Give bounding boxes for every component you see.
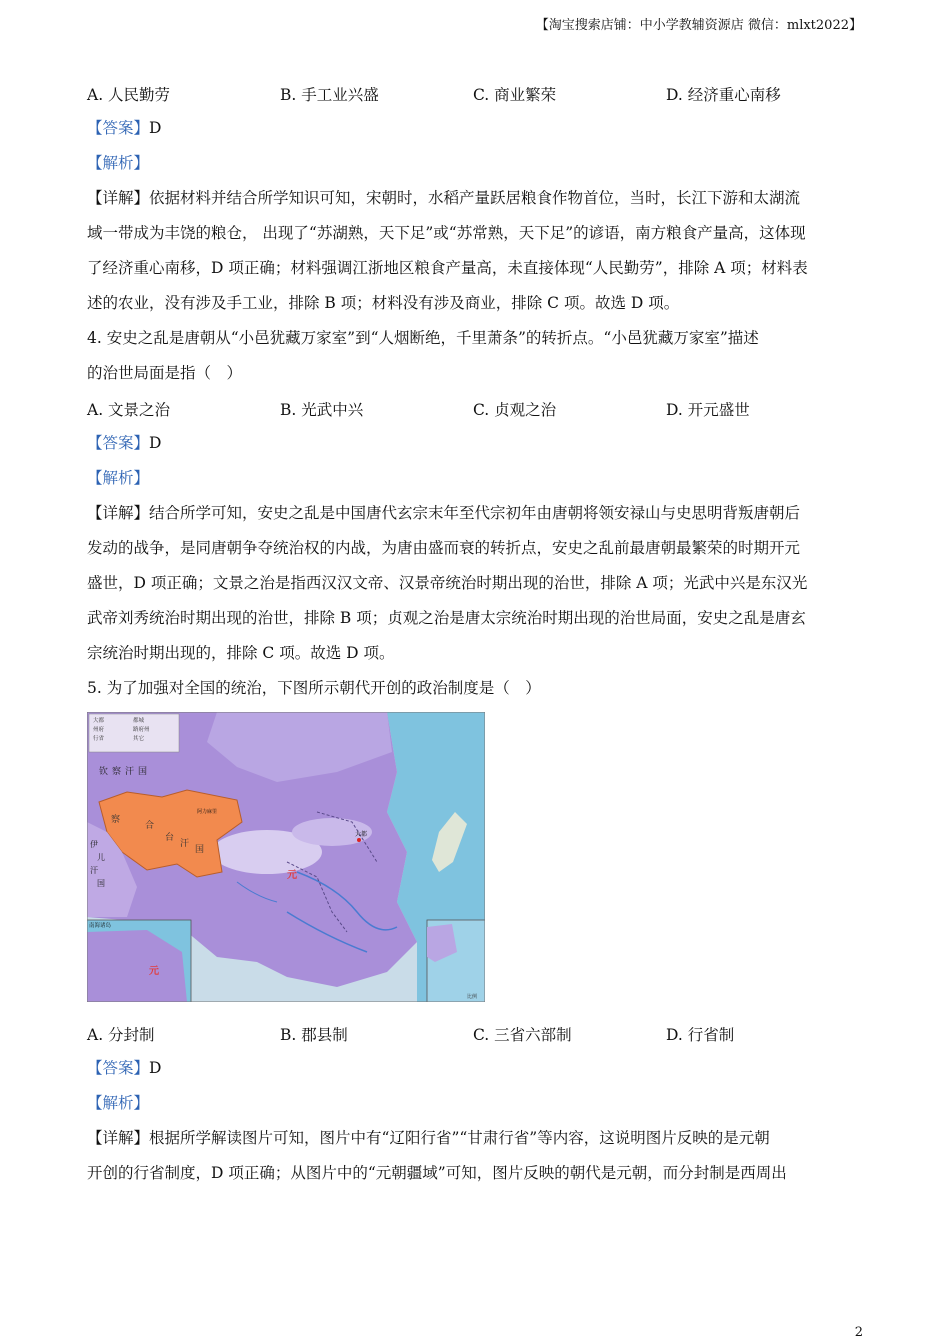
q5-detail-line: 开创的行省制度，D 项正确；从图片中的“元朝疆域”可知，图片反映的朝代是元朝，而分封制是西周出 [87, 1164, 787, 1182]
answer-tag: 【答案】 [87, 119, 150, 137]
q5-analysis-heading [87, 1086, 859, 1121]
q3-option-c: C. 商业繁荣 [473, 85, 557, 104]
q4-stem-line: 4. 安史之乱是唐朝从“小邑犹藏万家室”到“人烟断绝，千里萧条”的转折点。“小邑犹藏万家室”描述 [87, 329, 759, 347]
q3-detail-line: 域一带成为丰饶的粮仓， 出现了“苏湖熟，天下足”或“苏常熟，天下足”的谚语，南方粮食产量高，这体现 [87, 224, 806, 242]
page-header: 【淘宝搜索店铺：中小学教辅资源店 微信：mlxt2022】 [535, 18, 862, 33]
yuan-dynasty-map [87, 712, 485, 1002]
q5-options [87, 1016, 859, 1051]
legend-item: 都城 [133, 718, 145, 724]
q4-detail-line [87, 496, 859, 531]
label-chagatai: 合 [145, 821, 155, 831]
q3-detail-line: 述的农业，没有涉及手工业，排除 B 项；材料没有涉及商业，排除 C 项。故选 D 项。 [87, 294, 680, 312]
legend-item: 大都 [93, 718, 105, 724]
answer-value: D [149, 1059, 162, 1077]
q3-option-b: B. 手工业兴盛 [280, 85, 379, 104]
scale-label: 比例 [467, 994, 478, 1000]
answer-tag: 【答案】 [87, 434, 150, 452]
detail-tag: 【详解】 [87, 189, 150, 207]
q4-analysis-heading [87, 461, 859, 496]
q4-detail-line: 盛世，D 项正确；文景之治是指西汉汉文帝、汉景帝统治时期出现的治世，排除 A 项；光武中兴是东汉光 [87, 574, 808, 592]
answer-value: D [149, 119, 162, 137]
label-chagatai: 察 [111, 815, 121, 825]
label-ilkhan: 国 [97, 879, 105, 888]
analysis-tag: 【解析】 [87, 469, 150, 487]
q5-option-a: A. 分封制 [87, 1025, 155, 1044]
q5-option-c: C. 三省六部制 [473, 1025, 572, 1044]
q4-option-d: D. 开元盛世 [666, 400, 750, 419]
legend-item: 路府州 [133, 727, 150, 733]
dadu-marker [357, 838, 361, 842]
q4-options [87, 391, 859, 426]
answer-value: D [149, 434, 162, 452]
detail-text: 根据所学解读图片可知，图片中有“辽阳行省”“甘肃行省”等内容，这说明图片反映的是元朝 [149, 1129, 770, 1147]
q4-detail-line: 武帝刘秀统治时期出现的治世，排除 B 项；贞观之治是唐太宗统治时期出现的治世局面，安史之乱是唐玄 [87, 609, 806, 627]
q4-option-a: A. 文景之治 [87, 400, 171, 419]
detail-text: 依据材料并结合所学知识可知，宋朝时，水稻产量跃居粮食作物首位，当时，长江下游和太湖流 [149, 189, 801, 207]
q3-detail-line [87, 181, 859, 216]
page-content [87, 76, 859, 1191]
q5-answer [87, 1051, 859, 1086]
q3-options [87, 76, 859, 111]
detail-tag: 【详解】 [87, 504, 150, 522]
q5-stem: 5. 为了加强对全国的统治，下图所示朝代开创的政治制度是（ ） [87, 679, 541, 697]
legend-item: 行省 [93, 736, 105, 742]
map-image [87, 712, 485, 1002]
q3-analysis-heading [87, 146, 859, 181]
label-chagatai: 台 [165, 833, 175, 843]
q4-detail-line: 发动的战争，是同唐朝争夺统治权的内战，为唐由盛而衰的转折点，安史之乱前最唐朝最繁荣的时期开元 [87, 539, 801, 557]
analysis-tag: 【解析】 [87, 154, 150, 172]
legend-item: 州府 [93, 727, 105, 733]
q4-answer [87, 426, 859, 461]
q4-stem-line: 的治世局面是指（ ） [87, 364, 243, 382]
label-chagatai: 汗 [180, 839, 190, 849]
q3-option-a: A. 人民勤劳 [87, 85, 171, 104]
label-almaliq: 阿力麻里 [197, 809, 218, 815]
analysis-tag: 【解析】 [87, 1094, 150, 1112]
detail-tag: 【详解】 [87, 1129, 150, 1147]
label-ilkhan: 伊 [90, 840, 98, 849]
label-qipchaq: 钦察汗国 [99, 767, 152, 777]
q4-option-b: B. 光武中兴 [280, 400, 364, 419]
label-ilkhan: 汗 [90, 866, 98, 875]
answer-tag: 【答案】 [87, 1059, 150, 1077]
q3-answer [87, 111, 859, 146]
label-chagatai: 国 [195, 845, 205, 855]
inset-title: 南海诸岛 [89, 923, 112, 929]
legend-item: 其它 [133, 736, 145, 742]
q4-detail-line: 宗统治时期出现的，排除 C 项。故选 D 项。 [87, 644, 395, 662]
label-ilkhan: 儿 [97, 853, 105, 862]
q5-option-d: D. 行省制 [666, 1025, 735, 1044]
q4-option-c: C. 贞观之治 [473, 400, 557, 419]
q3-option-d: D. 经济重心南移 [666, 85, 781, 104]
q5-option-b: B. 郡县制 [280, 1025, 348, 1044]
detail-text: 结合所学可知，安史之乱是中国唐代玄宗末年至代宗初年由唐朝将领安禄山与史思明背叛唐朝后 [149, 504, 801, 522]
label-yuan: 元 [287, 870, 297, 881]
q3-detail-line: 了经济重心南移，D 项正确；材料强调江浙地区粮食产量高，未直接体现“人民勤劳”，排除 A 项；材料表 [87, 259, 808, 277]
inset-label-yuan: 元 [149, 966, 159, 977]
page-number: 2 [854, 1325, 863, 1340]
q5-detail-line [87, 1121, 859, 1156]
label-dadu: 大都 [355, 831, 368, 838]
